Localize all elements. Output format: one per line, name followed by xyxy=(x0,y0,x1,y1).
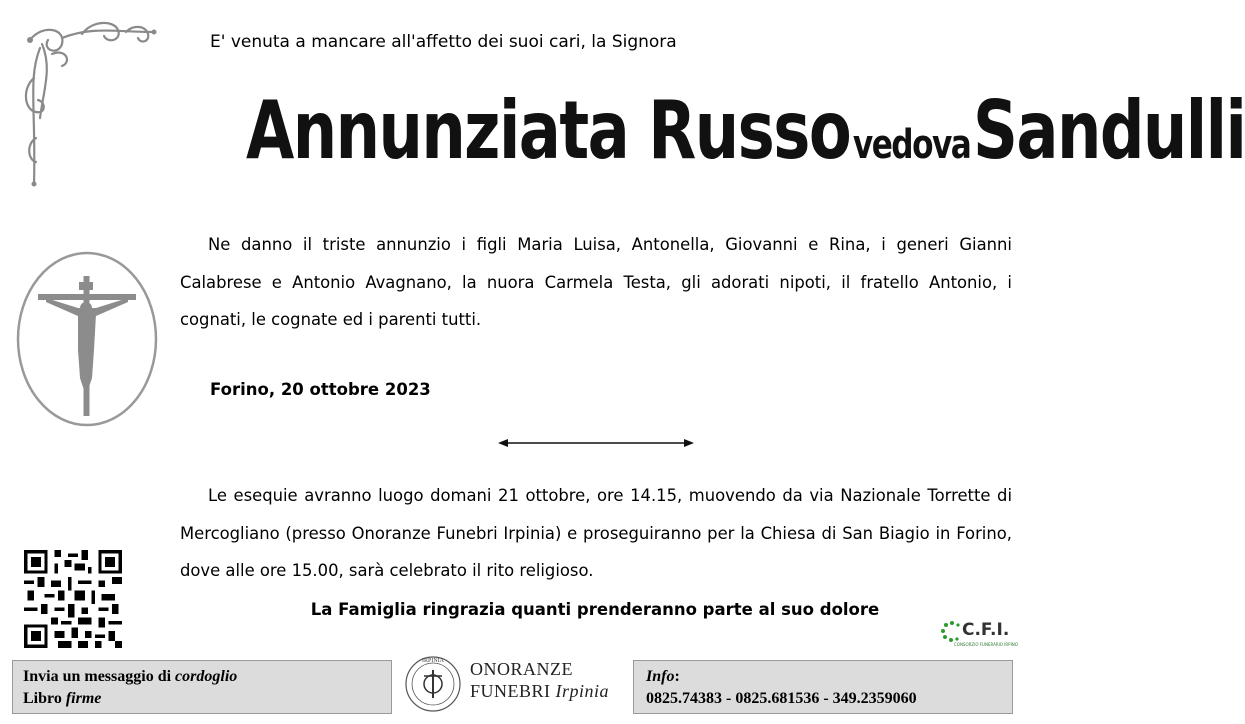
guestbook-link[interactable]: Libro firme xyxy=(23,690,102,707)
agency-line1: ONORANZE xyxy=(470,659,573,679)
info-label: Info xyxy=(646,668,675,685)
agency-seal-text: IRPINIA xyxy=(422,658,444,664)
place-date: Forino, 20 ottobre 2023 xyxy=(210,380,431,399)
qr-code-icon[interactable] xyxy=(24,550,122,648)
name-connector: vedova xyxy=(852,122,971,168)
phone-numbers[interactable]: 0825.74383 - 0825.681536 - 349.2359060 xyxy=(646,690,917,707)
cfi-logo xyxy=(940,618,1018,652)
double-arrow-icon xyxy=(496,435,696,451)
crucifix-icon xyxy=(16,250,158,428)
corner-flourish-icon xyxy=(22,18,157,186)
funeral-details-paragraph xyxy=(180,477,1012,590)
info-box: Info: 0825.74383 - 0825.681536 - 349.2359060 xyxy=(633,660,1013,714)
thanks-line: La Famiglia ringrazia quanti prenderanno parte al suo dolore xyxy=(310,600,880,619)
funeral-details-text: Le esequie avranno luogo domani 21 ottobre, ore 14.15, muovendo da via Nazionale Torrette di Mercogliano (presso Onoranze Funebri Irpinia) e proseguiranno per la Chiesa di San Biagio in Forino, dove alle ore 15.00, sarà celebrato il rito religioso. xyxy=(180,486,1012,580)
cfi-subtitle: CONSORZIO FUNERARIO IRPINO xyxy=(954,642,1018,647)
cfi-text: C.F.I. xyxy=(962,620,1010,640)
name-first: Annunziata Russo xyxy=(246,84,851,177)
name-last: Sandulli xyxy=(973,84,1245,177)
announcement-paragraph xyxy=(180,226,1012,339)
condolence-box[interactable] xyxy=(12,660,392,714)
intro-line: E' venuta a mancare all'affetto dei suoi cari, la Signora xyxy=(210,32,677,52)
agency-line2: FUNEBRI Irpinia xyxy=(470,681,610,701)
agency-seal-icon xyxy=(404,652,462,714)
announcement-text: Ne danno il triste annunzio i figli Maria Luisa, Antonella, Giovanni e Rina, i generi Gianni Calabrese e Antonio Avagnano, la nuora Carmela Testa, gli adorati nipoti, il fratello Antonio, i cognati, le cognate ed i parenti tutti. xyxy=(180,235,1012,329)
agency-name xyxy=(470,658,609,702)
deceased-name xyxy=(246,84,1245,177)
condolence-link[interactable]: Invia un messaggio di cordoglio xyxy=(23,668,238,685)
cfi-dots-icon xyxy=(940,620,962,644)
